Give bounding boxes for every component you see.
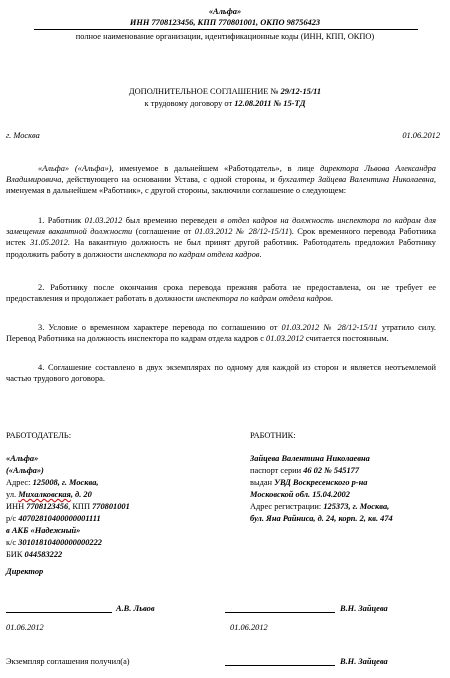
employee-issued: выдан УВД Воскресенского р-на bbox=[250, 478, 368, 487]
receipt-signature-line bbox=[225, 665, 335, 666]
employee-registration-2: бул. Яна Райниса, д. 24, корп. 2, кв. 474 bbox=[250, 514, 393, 523]
employer-heading: РАБОТОДАТЕЛЬ: bbox=[6, 431, 72, 440]
employee-passport: паспорт серии 46 02 № 545177 bbox=[250, 466, 360, 475]
org-codes: ИНН 7708123456, КПП 770801001, ОКПО 98756423 bbox=[129, 18, 321, 27]
employee-signature-name: В.Н. Зайцева bbox=[340, 604, 388, 613]
employer-inn-kpp: ИНН 7708123456, КПП 770801001 bbox=[6, 502, 130, 511]
employer-corr-account: к/с 30101810400000000222 bbox=[6, 538, 102, 547]
clause-3: 3. Условие о временном характере перевода по соглашению от 01.03.2012 № 28/12-15/11 утратило силу. Перевод Работника на должность инспектора по кадрам отдела кадров с 01.03.2012 считается постоянным. bbox=[6, 323, 437, 344]
employer-position: Директор bbox=[6, 567, 44, 576]
employer-address-2: ул. Михалковская, д. 20 bbox=[6, 490, 92, 499]
clause-4: 4. Соглашение составлено в двух экземплярах по одному для каждой из сторон и является неотъемлемой частью трудового договора. bbox=[6, 363, 436, 384]
preamble-paragraph: «Альфа» («Альфа»), именуемое в дальнейшем «Работодатель», в лице директора Львова Александра Владимировича, действующего на основании Устава, с одной стороны, и бухгалтер Зайцева Валентина Николаевна, именуемая в дальнейшем «Работник», с другой стороны, заключили соглашение о следующем: bbox=[6, 164, 436, 196]
org-name: «Альфа» bbox=[208, 7, 242, 16]
employee-signature-date: 01.06.2012 bbox=[230, 623, 268, 632]
document-title: ДОПОЛНИТЕЛЬНОЕ СОГЛАШЕНИЕ № 29/12-15/11 bbox=[128, 87, 322, 96]
clause-1: 1. Работник 01.03.2012 был временно переведен в отдел кадров на должность инспектора по кадрам для замещения вакантной должности (соглашение от 01.03.2012 № 28/12-15/11). Срок временного перевода Работника истек 31.05.2012. На вакантную должность не был принят другой работник. Работодатель предложил Работнику продолжить работу в должности инспектора по кадрам отдела кадров. bbox=[6, 216, 437, 259]
clause-2: 2. Работнику после окончания срока перевода прежняя работа не предоставлена, он не требует ее предоставления и продолжает работать в должности инспектора по кадрам отдела кадров. bbox=[6, 283, 436, 304]
employee-issued-2: Московской обл. 15.04.2002 bbox=[250, 490, 350, 499]
header-caption: полное наименование организации, идентификационные коды (ИНН, КПП, ОКПО) bbox=[75, 32, 375, 41]
employer-name-2: («Альфа») bbox=[6, 466, 44, 475]
header-rule bbox=[34, 29, 418, 30]
employer-signature-line bbox=[6, 612, 112, 613]
document-subtitle: к трудовому договору от 12.08.2011 № 15-ТД bbox=[144, 99, 306, 108]
employee-registration: Адрес регистрации: 125373, г. Москва, bbox=[250, 502, 390, 511]
receipt-signature-name: В.Н. Зайцева bbox=[340, 657, 388, 666]
employer-account: р/с 40702810400000001111 bbox=[6, 514, 101, 523]
employer-address-1: Адрес: 125008, г. Москва, bbox=[6, 478, 99, 487]
receipt-text: Экземпляр соглашения получил(а) bbox=[6, 657, 130, 666]
employer-signature-date: 01.06.2012 bbox=[6, 623, 44, 632]
employee-signature-line bbox=[225, 612, 335, 613]
document-date: 01.06.2012 bbox=[402, 131, 440, 140]
employer-name-1: «Альфа» bbox=[6, 454, 39, 463]
document-city: г. Москва bbox=[6, 131, 40, 140]
employer-bank: в АКБ «Надежный» bbox=[6, 526, 81, 535]
employer-signature-name: А.В. Львов bbox=[116, 604, 155, 613]
employee-heading: РАБОТНИК: bbox=[250, 431, 296, 440]
employee-name: Зайцева Валентина Николаевна bbox=[250, 454, 370, 463]
employer-bik: БИК 044583222 bbox=[6, 550, 63, 559]
